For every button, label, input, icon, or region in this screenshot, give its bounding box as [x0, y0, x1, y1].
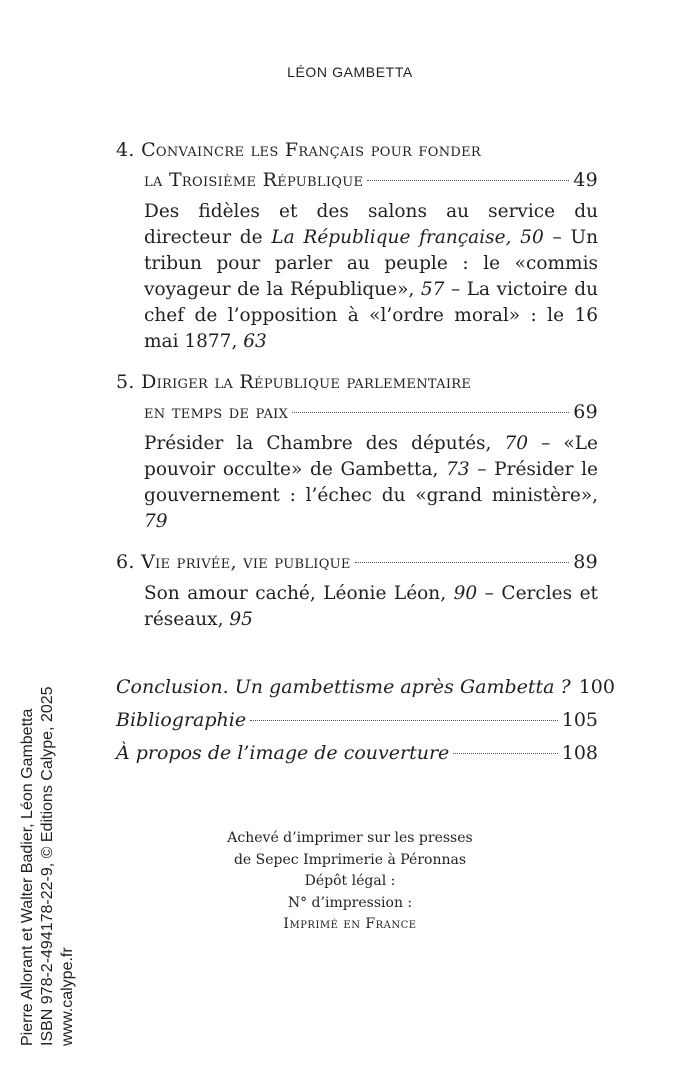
chapter-title-line2: en temps de paix	[144, 401, 289, 423]
watermark-line: ISBN 978-2-494178-22-9, © Editions Calype, 2025	[39, 686, 56, 1046]
chapter-title-continued	[116, 397, 598, 427]
colophon-line: Achevé d’imprimer sur les presses	[227, 830, 473, 846]
chapter-6	[116, 547, 598, 633]
summary-text: Présider la Chambre des députés,	[144, 433, 505, 454]
chapter-summary	[116, 199, 598, 355]
summary-text: – Cercles et réseaux,	[144, 583, 598, 630]
chapter-summary	[116, 431, 598, 535]
summary-page: 70	[504, 433, 529, 454]
colophon-line: Dépôt légal :	[304, 873, 396, 889]
dot-leader	[355, 562, 569, 563]
watermark-link: www.calype.fr	[59, 947, 76, 1046]
page-number: 89	[573, 551, 598, 573]
page-number: 100	[578, 676, 615, 698]
chapter-title-line1: 6. Vie privée, vie publique	[116, 551, 351, 573]
chapter-title	[116, 547, 598, 577]
page-number: 108	[561, 742, 598, 764]
summary-text: – La victoire du chef de l’opposition à «l’ordre moral» : le 16 mai 1877,	[144, 279, 598, 352]
entry-label: À propos de l’image de couverture	[116, 742, 450, 764]
summary-page: 63	[243, 331, 267, 352]
dot-leader	[292, 412, 569, 413]
page-number: 105	[561, 709, 598, 731]
copyright-watermark	[18, 686, 78, 1046]
watermark-line: Pierre Allorant et Walter Badier, Léon Gambetta	[19, 708, 36, 1046]
chapter-summary	[116, 581, 598, 633]
table-of-contents	[116, 135, 615, 770]
summary-text: Son amour caché, Léonie Léon,	[144, 583, 454, 604]
entry-label: Bibliographie	[116, 709, 247, 731]
dot-leader	[453, 753, 557, 754]
chapter-title-line2: la Troisième République	[144, 169, 364, 191]
summary-page: 95	[229, 609, 253, 630]
running-header: LÉON GAMBETTA	[287, 64, 413, 80]
chapter-4	[116, 135, 598, 355]
dot-leader	[250, 720, 558, 721]
summary-page: 90	[453, 583, 478, 604]
chapter-5	[116, 367, 598, 535]
colophon-line: Imprimé en France	[283, 916, 417, 932]
summary-page: 79	[144, 511, 168, 532]
page-number: 69	[573, 401, 598, 423]
chapter-title: 5. Diriger la République parlementaire	[116, 371, 472, 393]
summary-text: – Un tribun pour parler au peuple : le «commis voyageur de la République»,	[144, 227, 598, 300]
toc-entry-cover-image	[116, 737, 598, 770]
entry-label: Conclusion. Un gambettisme après Gambetta ?	[116, 676, 571, 698]
chapter-title-continued	[116, 165, 598, 195]
toc-entry-conclusion	[116, 671, 615, 704]
summary-text: – «Le pouvoir occulte» de Gambetta,	[144, 433, 598, 480]
colophon-line: de Sepec Imprimerie à Péronnas	[233, 851, 467, 868]
toc-entry-bibliography	[116, 704, 598, 737]
summary-text: – Présider le gouvernement : l’échec du «grand ministère»,	[144, 459, 599, 506]
colophon	[225, 828, 475, 936]
dot-leader	[367, 180, 569, 181]
summary-page: 73	[446, 459, 470, 480]
summary-page: 57	[420, 279, 445, 300]
page-number: 49	[573, 169, 598, 191]
summary-italic: La République française, 50	[271, 227, 544, 248]
summary-text: Des fidèles et des salons au service du directeur de	[144, 201, 598, 248]
colophon-line: N° d’impression :	[287, 894, 413, 911]
chapter-title: 4. Convaincre les Français pour fonder	[116, 139, 481, 161]
